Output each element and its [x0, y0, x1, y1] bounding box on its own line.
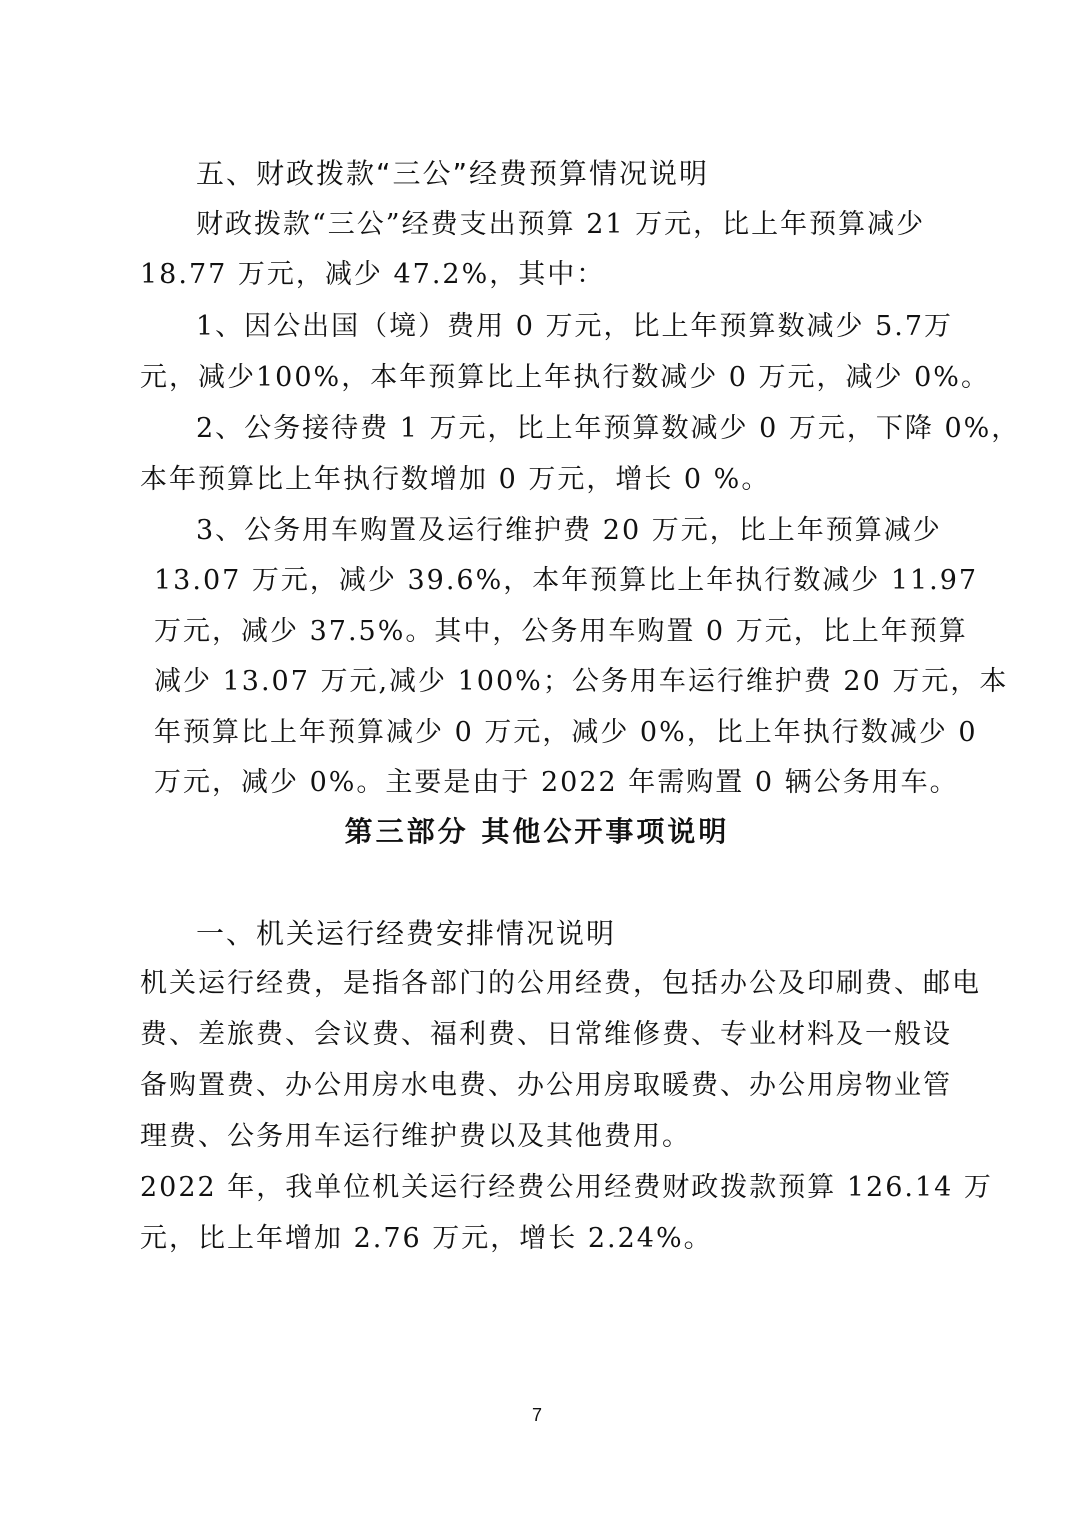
part-title: 第三部分 其他公开事项说明	[344, 815, 730, 848]
paragraph-line: 18.77 万元，减少 47.2%，其中：	[140, 259, 606, 290]
paragraph-line: 理费、公务用车运行维护费以及其他费用。	[140, 1121, 691, 1152]
section-heading-agency-operating-funds: 一、机关运行经费安排情况说明	[196, 917, 617, 950]
paragraph-line: 本年预算比上年执行数增加 0 万元，增长 0 %。	[140, 464, 771, 495]
paragraph-line: 2022 年，我单位机关运行经费公用经费财政拨款预算 126.14 万	[140, 1172, 993, 1203]
paragraph-line: 万元，减少 0%。主要是由于 2022 年需购置 0 辆公务用车。	[154, 767, 959, 798]
page-number: 7	[531, 1405, 542, 1425]
paragraph-line: 元，比上年增加 2.76 万元，增长 2.24%。	[140, 1223, 713, 1254]
section-heading-three-public-funds: 五、财政拨款“三公”经费预算情况说明	[196, 157, 710, 190]
paragraph-line: 1、因公出国（境）费用 0 万元，比上年预算数减少 5.7万	[196, 311, 954, 342]
paragraph-line: 费、差旅费、会议费、福利费、日常维修费、专业材料及一般设	[140, 1019, 952, 1050]
paragraph-line: 3、公务用车购置及运行维护费 20 万元，比上年预算减少	[196, 515, 942, 546]
paragraph-line: 万元，减少 37.5%。其中，公务用车购置 0 万元，比上年预算	[154, 616, 968, 647]
paragraph-line: 财政拨款“三公”经费支出预算 21 万元，比上年预算减少	[196, 209, 926, 240]
paragraph-line: 元，减少100%，本年预算比上年执行数减少 0 万元，减少 0%。	[140, 362, 990, 393]
paragraph-line: 减少 13.07 万元,减少 100%；公务用车运行维护费 20 万元，本	[154, 666, 1009, 697]
paragraph-line: 13.07 万元，减少 39.6%，本年预算比上年执行数减少 11.97	[154, 565, 979, 596]
paragraph-line: 2、公务接待费 1 万元，比上年预算数减少 0 万元，下降 0%，	[196, 413, 1021, 444]
paragraph-line: 备购置费、办公用房水电费、办公用房取暖费、办公用房物业管	[140, 1070, 952, 1101]
paragraph-line: 机关运行经费，是指各部门的公用经费，包括办公及印刷费、邮电	[140, 968, 981, 999]
paragraph-line: 年预算比上年预算减少 0 万元，减少 0%，比上年执行数减少 0	[154, 717, 978, 748]
